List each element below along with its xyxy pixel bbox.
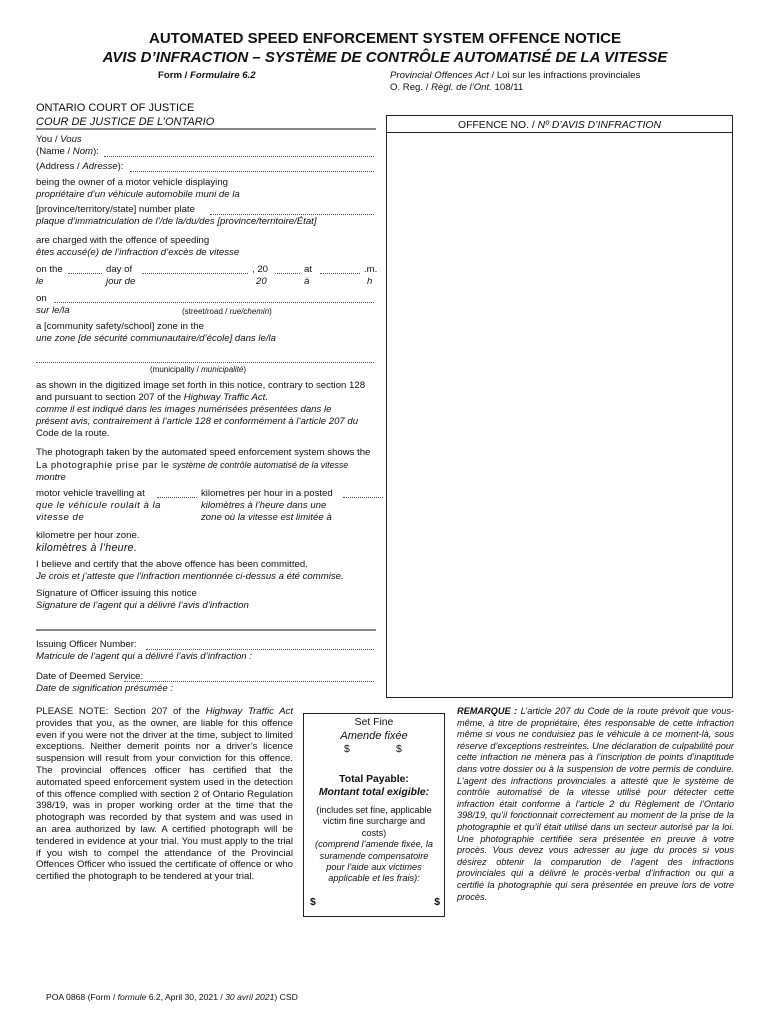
travelling-text: motor vehicle travelling at que le véhicule roulait à la vitesse de xyxy=(36,488,161,523)
photo-text: The photograph taken by the automated speed enforcement system shows the La photographie prise par le système de contrôle automatisé de la vitesse montre xyxy=(36,447,371,483)
day-of-label: day of jour de xyxy=(106,264,136,287)
day-field[interactable] xyxy=(68,273,102,274)
name-field[interactable] xyxy=(104,156,374,157)
name-label: (Name / Nom): xyxy=(36,146,99,157)
kmh-text: kilometres per hour in a posted kilomètres à l’heure dans une zone où la vitesse est limitée à xyxy=(201,488,333,523)
certify-text: I believe and certify that the above offence has been committed. Je crois et j’atteste que l’infraction mentionnée ci-dessus a été commise. xyxy=(36,559,344,582)
set-fine-dollar: $ xyxy=(344,744,350,755)
remarque-fr: REMARQUE : L’article 207 du Code de la route prévoit que vous-même, à titre de propriétaire, êtes responsable de cette infraction même si vous ne conduisiez pas le véhicule à ce moment-là, sous réserve d’exceptions restreintes. Une déclaration de culpabilité pour cette infraction ne mènera pas à l’inscription de points d’inaptitude dans votre dossier ou à la suspension de votre permis de conduire. L’agent des infractions provinciales a attesté que le système de contrôle automatisé de la vitesse utilisé pour détecter cette infraction était conforme à l’article 2 du Règlement de l’Ontario 398/19, qu’il fonctionnait correctement au moment de la prise de la photographie et qu’il était utilisé dans un secteur autorisé par la loi. Une photographie certifiée sera présentée en preuve à votre procès. Vous devez vous adresser au juge du procès si vous désirez obtenir la comparution de l’agent des infractions provinciales qui a délivré le procès-verbal d’infraction ou qui a certifié la photographie qui sera présentée en preuve lors de votre procès. xyxy=(457,706,734,902)
court-divider xyxy=(36,128,376,130)
zone-speed-text: kilometre per hour zone. kilomètres à l’heure. xyxy=(36,530,140,554)
time-field[interactable] xyxy=(320,273,360,274)
on-street-label: on sur le/la xyxy=(36,293,70,316)
amende-fixee-label: Amende fixée xyxy=(340,730,408,742)
officer-number-field[interactable] xyxy=(146,649,374,650)
plate-text: [province/territory/state] number plate plaque d’immatriculation de l’/de la/du/des [province/territoire/État] xyxy=(36,204,317,227)
deemed-service-label: Date of Deemed Service: Date de signification présumée : xyxy=(36,671,174,694)
form-number: Form / Formulaire 6.2 xyxy=(158,70,256,81)
signature-line[interactable] xyxy=(36,629,376,631)
charged-text: are charged with the offence of speeding êtes accusé(e) de l’infraction d’excès de vitesse xyxy=(36,235,240,258)
set-fine-cents: $ xyxy=(396,744,402,755)
at-label: at à xyxy=(304,264,313,287)
offence-number-rule xyxy=(387,132,732,133)
address-label: (Address / Adresse): xyxy=(36,161,124,172)
includes-text: (includes set fine, applicable victim fine surcharge and costs) (comprend l’amende fixée, la suramende compensatoire pour l’aide aux victimes applicable et les frais): xyxy=(315,805,433,884)
on-the-label: on the le xyxy=(36,264,63,287)
municipality-caption: (municipality / municipalité) xyxy=(150,365,247,374)
fine-box xyxy=(303,713,445,917)
offence-number-label: OFFENCE NO. / Nº D’AVIS D’INFRACTION xyxy=(458,120,661,131)
court-name: ONTARIO COURT OF JUSTICE COUR DE JUSTICE DE L’ONTARIO xyxy=(36,102,215,128)
am-pm-label: .m. h xyxy=(364,264,378,287)
total-dollar: $ xyxy=(310,897,316,908)
month-field[interactable] xyxy=(142,273,248,274)
total-cents: $ xyxy=(434,897,440,908)
please-note-en: PLEASE NOTE: Section 207 of the Highway Traffic Act provides that you, as the owner, are liable for this offence even if you were not the driver at the time, subject to limited exceptions. Neither demerit points nor a driver’s licence suspension will result from your conviction for this offence. The provincial offences officer has certified that the automated speed enforcement system used in the detection of this offence complied with section 2 of Ontario Regulation 398/19, was in proper working order at the time that the photograph was recorded by that system and was used in an area authorized by law. A certified photograph will be tendered in evidence at your trial. You must apply to the trial if you wish to compel the attendance of the Provincial Offences Officer who issued the certificate of offence or who certified the photograph to be tendered at your trial. xyxy=(36,706,293,883)
year-field[interactable] xyxy=(275,273,300,274)
municipality-field[interactable] xyxy=(36,362,374,363)
owner-text: being the owner of a motor vehicle displaying propriétaire d’un véhicule automobile muni de la xyxy=(36,177,240,200)
notice-title-en: AUTOMATED SPEED ENFORCEMENT SYSTEM OFFENCE NOTICE xyxy=(149,30,621,47)
total-payable-label: Total Payable: xyxy=(339,774,409,785)
you-label: You / Vous xyxy=(36,134,82,145)
contrary-text: as shown in the digitized image set forth in this notice, contrary to section 128 and pursuant to section 207 of the Highway Traffic Act. comme il est indiqué dans les images numérisées présentées dans le présent avis, contrairement à l’article 128 et conformément à l’article 207 du Code de la route. xyxy=(36,380,366,439)
montant-total-label: Montant total exigible: xyxy=(318,787,430,798)
street-field[interactable] xyxy=(54,302,374,303)
street-caption: (street/road / rue/chemin) xyxy=(182,307,272,316)
speed-field[interactable] xyxy=(157,497,197,498)
notice-title-fr: AVIS D’INFRACTION – SYSTÈME DE CONTRÔLE AUTOMATISÉ DE LA VITESSE xyxy=(102,49,668,66)
officer-number-label: Issuing Officer Number: Matricule de l’agent qui a délivré l’avis d’infraction : xyxy=(36,639,252,662)
address-field[interactable] xyxy=(130,171,374,172)
plate-field[interactable] xyxy=(210,214,374,215)
offence-photo-box xyxy=(386,115,733,698)
set-fine-label: Set Fine xyxy=(354,717,394,728)
posted-speed-field[interactable] xyxy=(343,497,383,498)
zone-text: a [community safety/school] zone in the une zone [de sécurité communautaire/d’école] dans le/la xyxy=(36,321,276,344)
deemed-service-field[interactable] xyxy=(124,681,374,682)
year-label: , 20 20 xyxy=(252,264,269,287)
signature-label: Signature of Officer issuing this notice Signature de l’agent qui a délivré l’avis d’infraction xyxy=(36,588,249,611)
form-footer: POA 0868 (Form / formule 6.2, April 30, 2021 / 30 avril 2021) CSD xyxy=(46,992,298,1002)
act-reference: Provincial Offences Act / Loi sur les infractions provinciales O. Reg. / Règl. de l’Ont. 108/11 xyxy=(390,70,641,93)
